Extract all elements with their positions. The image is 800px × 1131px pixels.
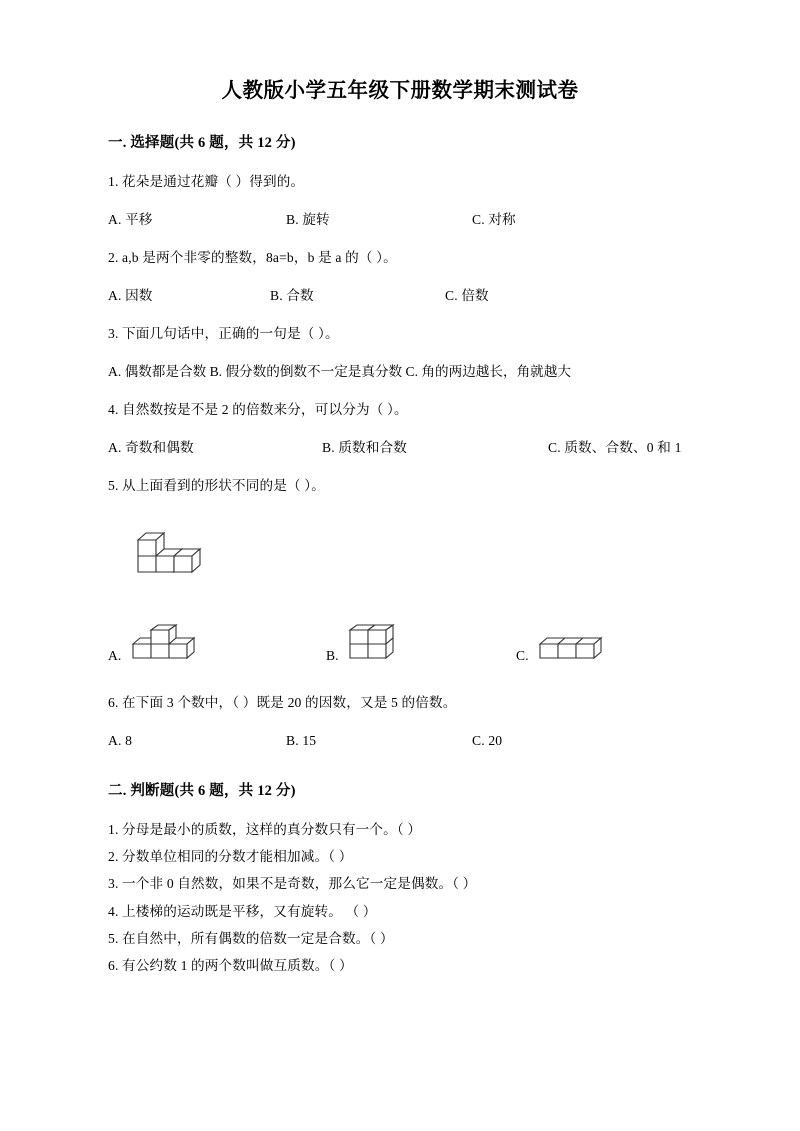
tf-question-4[interactable]: 4. 上楼梯的运动既是平移，又有旋转。 （ ）	[108, 903, 377, 919]
option-6c[interactable]: C. 20	[472, 733, 503, 749]
question-4-options	[108, 437, 692, 458]
option-1c[interactable]: C. 对称	[472, 211, 516, 227]
cube-stack-icon	[120, 522, 216, 584]
option-4c[interactable]: C. 质数、合数、0 和 1	[548, 440, 682, 456]
tf-question-2[interactable]: 2. 分数单位相同的分数才能相加减。（ ）	[108, 849, 353, 865]
tf-question-5[interactable]: 5. 在自然中，所有偶数的倍数一定是合数。（ ）	[108, 930, 394, 946]
section-heading-truefalse: 二. 判断题(共 6 题，共 12 分)	[108, 783, 296, 800]
page-title: 人教版小学五年级下册数学期末测试卷	[221, 80, 579, 102]
section-heading-choice: 一. 选择题(共 6 题，共 12 分)	[108, 134, 296, 151]
option-6b[interactable]: B. 15	[286, 733, 317, 749]
question-5-main-figure	[120, 522, 692, 584]
tf-question-1[interactable]: 1. 分母是最小的质数，这样的真分数只有一个。（ ）	[108, 822, 422, 838]
option-1a[interactable]: A. 平移	[108, 211, 153, 227]
option-4b[interactable]: B. 质数和合数	[322, 440, 408, 456]
question-5-choice-c[interactable]	[516, 624, 622, 666]
choice-label-b: B.	[326, 648, 339, 664]
option-6a[interactable]: A. 8	[108, 733, 133, 749]
truefalse-list	[108, 819, 692, 975]
question-5-choice-a[interactable]	[108, 624, 326, 666]
tf-question-3[interactable]: 3. 一个非 0 自然数，如果不是奇数，那么它一定是偶数。（ ）	[108, 876, 477, 892]
option-2b[interactable]: B. 合数	[270, 287, 314, 303]
question-4-text: 4. 自然数按是不是 2 的倍数来分，可以分为（ ）。	[108, 402, 408, 418]
question-5-choices	[108, 606, 692, 666]
tf-question-6[interactable]: 6. 有公约数 1 的两个数叫做互质数。（ ）	[108, 957, 353, 973]
question-3-options	[108, 361, 692, 382]
choice-label-a: A.	[108, 648, 122, 664]
question-5-text: 5. 从上面看到的形状不同的是（ ）。	[108, 478, 325, 494]
choice-label-c: C.	[516, 648, 529, 664]
question-2-options	[108, 285, 692, 306]
question-5-choice-b[interactable]	[326, 624, 516, 666]
option-2a[interactable]: A. 因数	[108, 287, 153, 303]
shape-c-icon	[534, 624, 622, 666]
question-3-text: 3. 下面几句话中，正确的一句是（ ）。	[108, 325, 339, 341]
option-4a[interactable]: A. 奇数和偶数	[108, 440, 194, 456]
question-1-text: 1. 花朵是通过花瓣（ ）得到的。	[108, 173, 305, 189]
option-1b[interactable]: B. 旋转	[286, 211, 330, 227]
shape-b-icon	[344, 624, 416, 666]
question-1-options	[108, 209, 692, 230]
question-6-options	[108, 730, 692, 751]
question-6-text: 6. 在下面 3 个数中，（ ）既是 20 的因数，又是 5 的倍数。	[108, 695, 457, 711]
question-2-text: 2. a,b 是两个非零的整数，8a=b，b 是 a 的（ ）。	[108, 249, 397, 265]
shape-a-icon	[127, 624, 207, 666]
option-3-all[interactable]: A. 偶数都是合数 B. 假分数的倒数不一定是真分数 C. 角的两边越长，角就越大	[108, 363, 571, 379]
option-2c[interactable]: C. 倍数	[445, 287, 489, 303]
